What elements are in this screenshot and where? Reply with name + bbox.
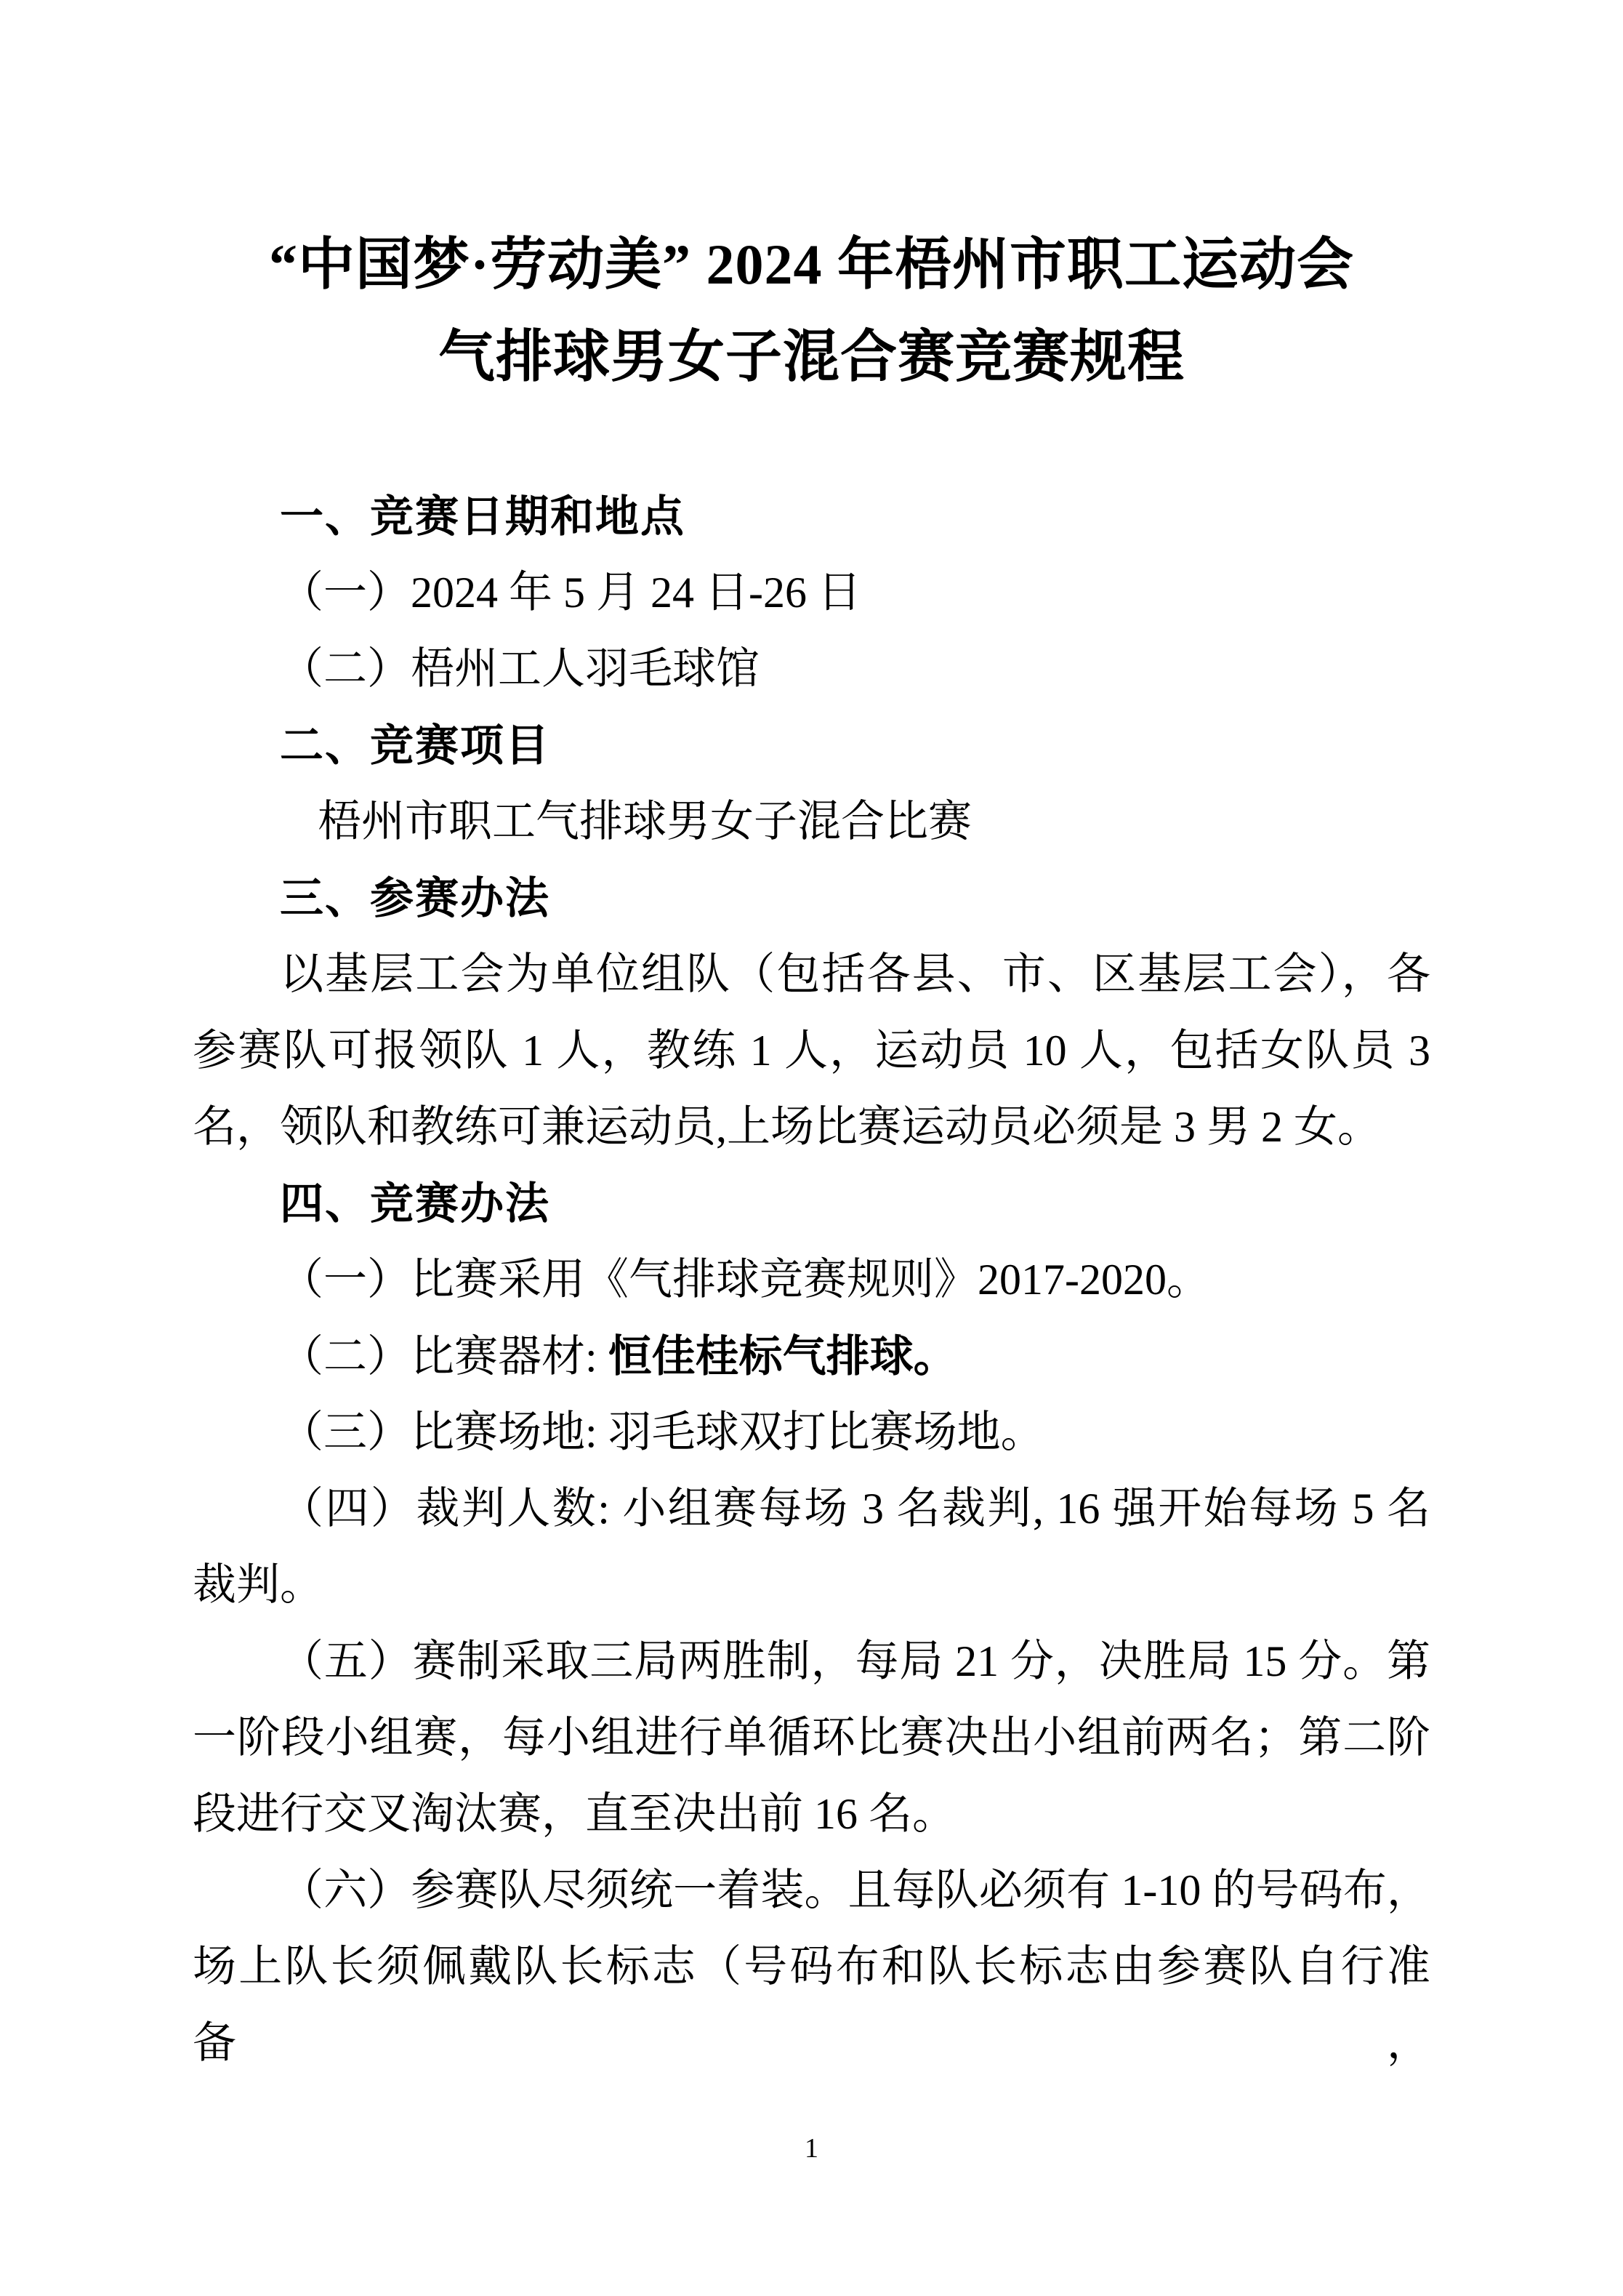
body-line-participation-2: 参赛队可报领队 1 人，教练 1 人，运动员 10 人，包括女队员 3 [193, 1027, 1430, 1075]
equipment-label: （二）比赛器材: [280, 1333, 608, 1381]
body-line-uniform-2: 场上队长须佩戴队长标志（号码布和队长标志由参赛队自行准备， [193, 1943, 1430, 2067]
body-line-equipment [193, 1318, 1430, 1394]
body-line-format-2: 一阶段小组赛，每小组进行单循环比赛决出小组前两名；第二阶 [193, 1714, 1430, 1762]
body-line-referees-1: （四）裁判人数: 小组赛每场 3 名裁判, 16 强开始每场 5 名 [280, 1485, 1430, 1533]
page-number: 1 [805, 2133, 818, 2164]
body-line-uniform-1: （六）参赛队尽须统一着装。且每队必须有 1-10 的号码布， [280, 1866, 1430, 1914]
equipment-name: 恒佳桂标气排球。 [608, 1332, 957, 1381]
body-line-venue: （二）梧州工人羽毛球馆 [280, 645, 760, 693]
body-line-participation-3: 名，领队和教练可兼运动员,上场比赛运动员必须是 3 男 2 女。 [193, 1103, 1381, 1151]
section-heading-date-venue: 一、竞赛日期和地点 [280, 492, 685, 541]
body-line-rules: （一）比赛采用《气排球竞赛规则》2017-2020。 [280, 1256, 1210, 1304]
section-heading-competition-rules: 四、竞赛办法 [280, 1179, 550, 1228]
body-line-referees-2: 裁判。 [193, 1561, 323, 1609]
title-line-1: “中国梦·劳动美” 2024 年梧州市职工运动会 [268, 233, 1354, 296]
body-line-court: （三）比赛场地: 羽毛球双打比赛场地。 [280, 1408, 1044, 1456]
section-heading-participation: 三、参赛办法 [280, 874, 550, 923]
document-body [0, 478, 1623, 2067]
body-line-format-1: （五）赛制采取三局两胜制，每局 21 分，决胜局 15 分。第 [280, 1637, 1430, 1685]
document-title [0, 0, 1623, 403]
title-line-2: 气排球男女子混合赛竞赛规程 [438, 325, 1185, 388]
body-line-date: （一）2024 年 5 月 24 日-26 日 [280, 569, 861, 617]
body-line-format-3: 段进行交叉淘汰赛，直至决出前 16 名。 [193, 1790, 956, 1838]
body-line-event-name: 梧州市职工气排球男女子混合比赛 [318, 798, 972, 846]
section-heading-events: 二、竞赛项目 [280, 721, 550, 770]
body-line-participation-1: 以基层工会为单位组队（包括各县、市、区基层工会），各 [280, 950, 1430, 998]
